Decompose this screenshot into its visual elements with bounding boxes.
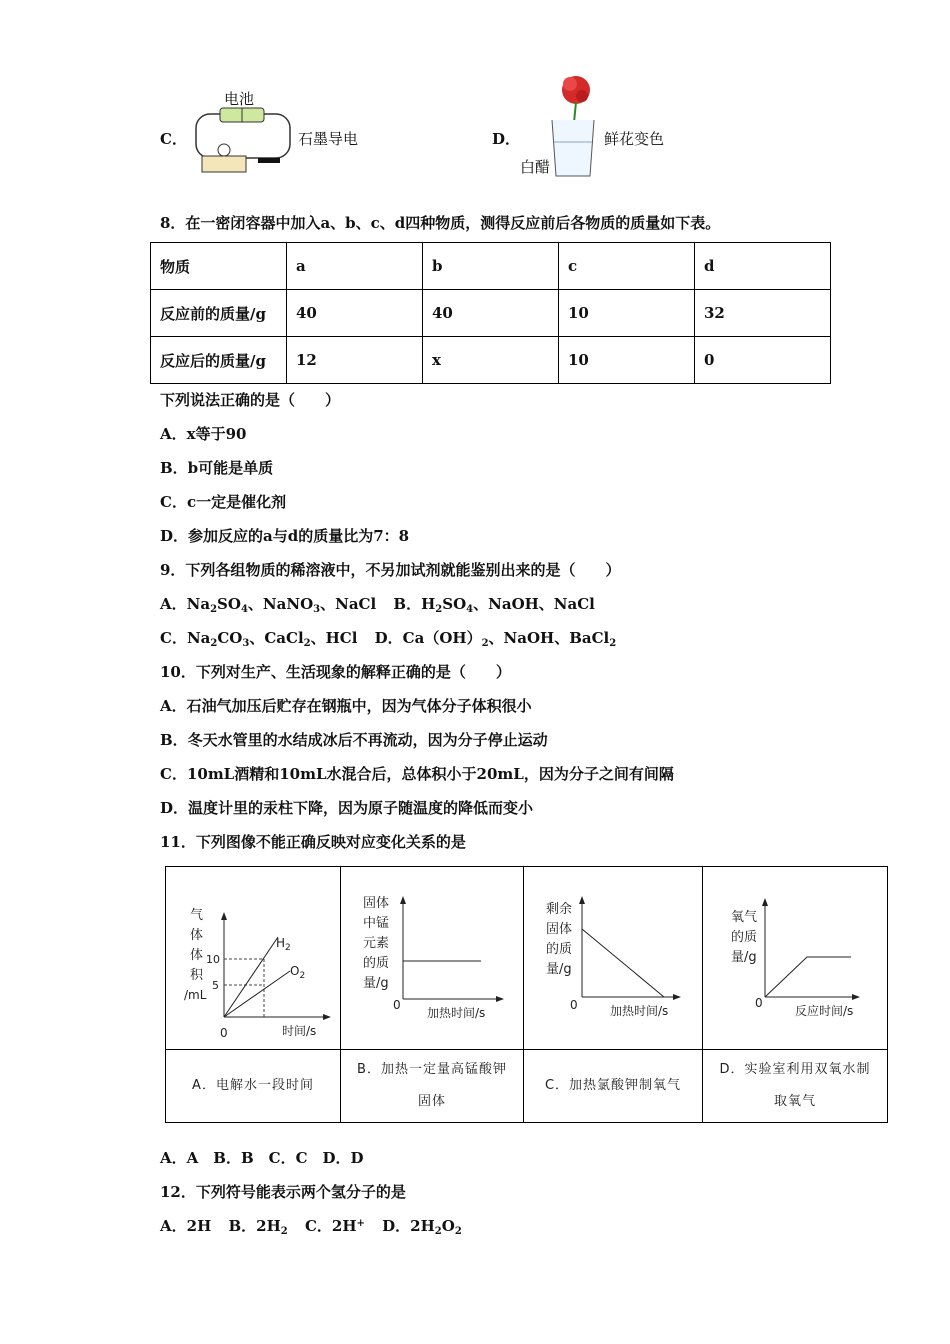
table-cell: 0 bbox=[695, 337, 831, 384]
y-axis-label: 中锰 bbox=[363, 916, 390, 931]
decreasing-line bbox=[582, 929, 664, 997]
y-axis-label: 的质 bbox=[546, 942, 573, 957]
q10-option-b: B．冬天水管里的水结成冰后不再流动，因为分子停止运动 bbox=[160, 731, 548, 749]
o2-label: $O_2$ bbox=[290, 964, 306, 981]
graph-a bbox=[166, 867, 340, 1045]
graph-caption-a: A．电解水一段时间 bbox=[166, 1050, 341, 1123]
h2-line bbox=[224, 937, 278, 1017]
table-cell: a bbox=[287, 243, 423, 290]
y-axis-label: 量/g bbox=[363, 976, 389, 991]
q11-answers: A．A B．B C．C D．D bbox=[160, 1149, 364, 1167]
x-axis-label: 反应时间/s bbox=[795, 1004, 854, 1018]
y-axis-label: 固体 bbox=[363, 896, 390, 911]
graph-d bbox=[703, 867, 887, 1045]
graphite-caption: 石墨导电 bbox=[298, 130, 359, 148]
origin-label: 0 bbox=[220, 1026, 228, 1040]
table-cell: d bbox=[695, 243, 831, 290]
option-d-letter: D． bbox=[492, 130, 521, 148]
bulb-base bbox=[202, 156, 246, 172]
table-cell: 40 bbox=[287, 290, 423, 337]
table-cell: 10 bbox=[559, 290, 695, 337]
tick-label: 10 bbox=[206, 953, 220, 966]
origin-label: 0 bbox=[570, 998, 578, 1012]
q12-option-c: C．2H+ bbox=[304, 1217, 365, 1235]
table-row bbox=[166, 1050, 888, 1123]
y-axis-label: 量/g bbox=[546, 962, 572, 977]
table-cell: 12 bbox=[287, 337, 423, 384]
q8-option-a: A．x等于90 bbox=[160, 425, 247, 443]
origin-label: 0 bbox=[393, 998, 401, 1012]
q9-option-d: D．$Ca(OH)_2$、NaOH、BaCl$_2$ bbox=[374, 629, 617, 649]
battery-label: 电池 bbox=[224, 90, 255, 108]
y-axis-label: 元素 bbox=[363, 936, 390, 951]
graph-cell-c bbox=[524, 867, 703, 1050]
q10-option-a: A．石油气加压后贮存在钢瓶中，因为气体分子体积很小 bbox=[160, 697, 532, 715]
table-cell: 反应前的质量/g bbox=[151, 290, 287, 337]
graph-caption-b: B．加热一定量高锰酸钾 固体 bbox=[341, 1050, 524, 1123]
q8-prompt: 下列说法正确的是（ ） bbox=[160, 391, 341, 409]
option-c-letter: C． bbox=[160, 130, 187, 148]
table-cell: 40 bbox=[423, 290, 559, 337]
table-cell: b bbox=[423, 243, 559, 290]
graph-table bbox=[165, 866, 888, 1123]
y-axis-label: 体 bbox=[190, 928, 204, 943]
y-axis-label: 体 bbox=[190, 948, 204, 963]
q8-stem: 8．在一密闭容器中加入a、b、c、d四种物质，测得反应前后各物质的质量如下表。 bbox=[160, 214, 721, 232]
graph-caption-c: C．加热氯酸钾制氧气 bbox=[524, 1050, 703, 1123]
q10-option-d: D．温度计里的汞柱下降，因为原子随温度的降低而变小 bbox=[160, 799, 534, 817]
table-cell: 反应后的质量/g bbox=[151, 337, 287, 384]
y-axis-label: 量/g bbox=[731, 950, 757, 965]
graph-cell-a bbox=[166, 867, 341, 1050]
table-row bbox=[151, 337, 831, 384]
table-cell: 32 bbox=[695, 290, 831, 337]
q12-option-b: B．$2H_2$ bbox=[228, 1217, 288, 1237]
tick-label: 5 bbox=[212, 979, 219, 992]
bulb-icon bbox=[218, 144, 230, 156]
table-row bbox=[151, 243, 831, 290]
q8-option-d: D．参加反应的a与d的质量比为7：8 bbox=[160, 527, 410, 545]
q9-option-c: C．$Na_2CO_3$、CaCl$_2$、HCl bbox=[160, 629, 358, 649]
oxygen-line bbox=[765, 957, 851, 997]
graph-b bbox=[341, 867, 523, 1045]
q9-stem: 9．下列各组物质的稀溶液中，不另加试剂就能鉴别出来的是（ ） bbox=[160, 561, 621, 579]
q8-option-c: C．c一定是催化剂 bbox=[160, 493, 287, 511]
y-axis-label: 固体 bbox=[546, 922, 573, 937]
y-axis-label: /mL bbox=[184, 988, 207, 1002]
q9-option-a: A．$Na_2SO_4$、NaNO$_3$、NaCl bbox=[160, 595, 377, 615]
y-axis-label: 氧气 bbox=[731, 910, 758, 925]
graph-cell-d bbox=[703, 867, 888, 1050]
y-axis-label: 的质 bbox=[731, 930, 758, 945]
h2-label: $H_2$ bbox=[276, 936, 291, 953]
q9-options-ab bbox=[160, 593, 595, 615]
q12-option-d: D．$2H_2O_2$ bbox=[382, 1217, 462, 1237]
y-axis-label: 积 bbox=[190, 968, 204, 983]
q11-stem: 11．下列图像不能正确反映对应变化关系的是 bbox=[160, 833, 466, 851]
table-cell: 物质 bbox=[151, 243, 287, 290]
glass-icon bbox=[552, 120, 594, 176]
q10-stem: 10．下列对生产、生活现象的解释正确的是（ ） bbox=[160, 663, 511, 681]
table-row bbox=[166, 867, 888, 1050]
y-axis-label: 气 bbox=[190, 908, 204, 923]
table-cell: 10 bbox=[559, 337, 695, 384]
graph-c bbox=[524, 867, 702, 1045]
q8-option-b: B．b可能是单质 bbox=[160, 459, 274, 477]
y-axis-label: 剩余 bbox=[546, 902, 573, 917]
origin-label: 0 bbox=[755, 996, 763, 1010]
graphite-rod bbox=[258, 158, 280, 163]
q9-options-cd bbox=[160, 627, 616, 649]
table-cell: x bbox=[423, 337, 559, 384]
x-axis-label: 加热时间/s bbox=[610, 1004, 669, 1018]
flower-caption: 鲜花变色 bbox=[604, 130, 665, 148]
graph-cell-b bbox=[341, 867, 524, 1050]
y-axis-label: 的质 bbox=[363, 956, 390, 971]
q10-option-c: C．10mL酒精和10mL水混合后，总体积小于20mL，因为分子之间有间隔 bbox=[160, 765, 674, 783]
q12-stem: 12．下列符号能表示两个氢分子的是 bbox=[160, 1183, 406, 1201]
o2-line bbox=[224, 971, 290, 1017]
x-axis-label: 加热时间/s bbox=[427, 1006, 486, 1020]
graphite-circuit-diagram bbox=[188, 104, 298, 180]
vinegar-label: 白醋 bbox=[520, 158, 551, 176]
table-row bbox=[151, 290, 831, 337]
table-cell: c bbox=[559, 243, 695, 290]
graph-caption-d: D．实验室利用双氧水制 取氧气 bbox=[703, 1050, 888, 1123]
x-axis-label: 时间/s bbox=[282, 1024, 317, 1038]
mass-table bbox=[150, 242, 831, 384]
q9-option-b: B．$H_2SO_4$、NaOH、NaCl bbox=[393, 595, 595, 615]
q12-options bbox=[160, 1215, 462, 1237]
q12-option-a: A．2H bbox=[160, 1217, 212, 1235]
